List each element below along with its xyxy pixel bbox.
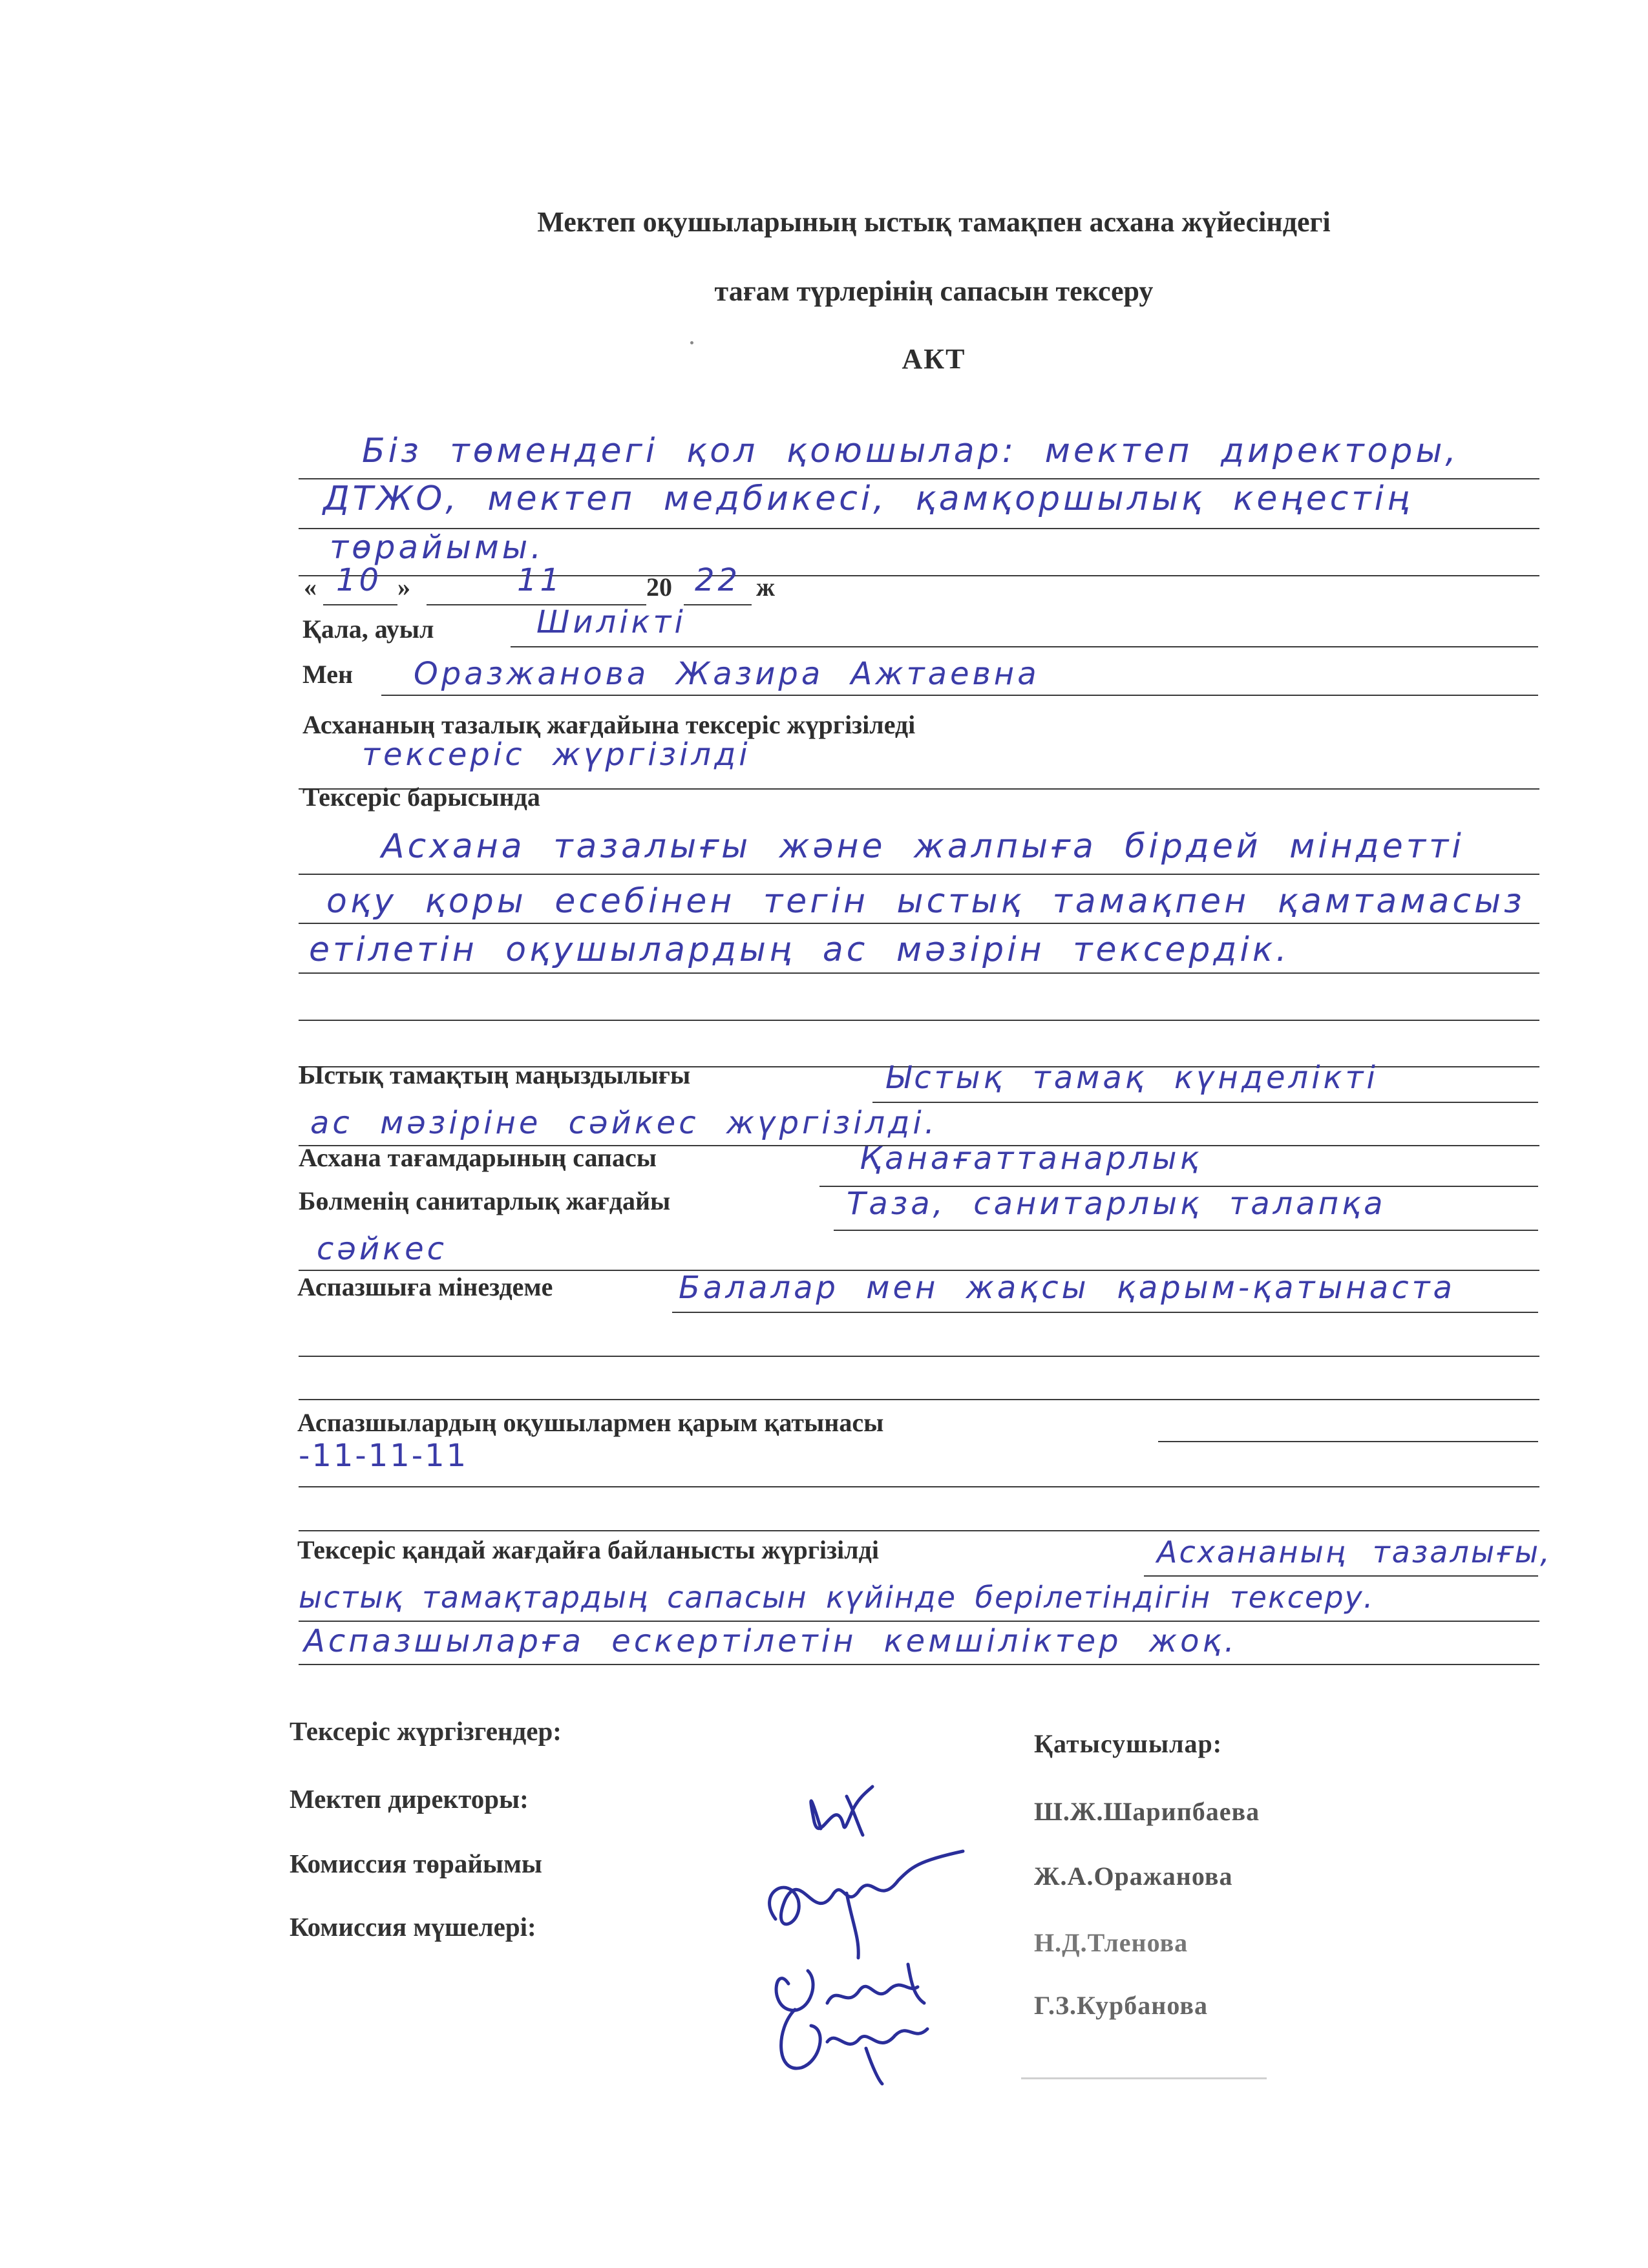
participant-name-3: Н.Д.Тленова <box>1034 1928 1188 1957</box>
date-day-rule <box>323 604 397 605</box>
sanitary-label: Бөлменің санитарлық жағдайы <box>299 1186 671 1215</box>
line-rule <box>834 1230 1538 1231</box>
location-value: Шилікті <box>536 604 686 640</box>
participant-name-4: Г.З.Курбанова <box>1034 1991 1208 2020</box>
intro-line-3: төрайымы. <box>330 529 545 566</box>
inspector-name: Оразжанова Жазира Ажтаевна <box>414 656 1040 692</box>
line-rule <box>872 1102 1538 1103</box>
line-rule <box>1144 1575 1538 1577</box>
commission-members-label: Комиссия мүшелері: <box>290 1912 536 1942</box>
line-rule <box>299 1356 1539 1357</box>
date-year-label: ж <box>756 572 776 602</box>
line-rule <box>299 575 1539 576</box>
date-year-rule <box>684 604 752 605</box>
reason-label: Тексеріс қандай жағдайға байланысты жүргізілді <box>297 1535 879 1564</box>
importance-label: Ыстық тамақтың маңыздылығы <box>299 1060 691 1089</box>
intro-line-1: Біз төмендегі қол қоюшылар: мектеп директоры, <box>362 432 1459 470</box>
cook-value: Балалар мен жақсы қарым-қатынаста <box>679 1270 1455 1306</box>
inspector-label: Мен <box>302 660 354 689</box>
line-rule <box>299 1399 1539 1400</box>
line-rule <box>299 1020 1539 1021</box>
sanitary-line-1: Таза, санитарлық талапқа <box>847 1186 1386 1222</box>
date-close-quote: » <box>397 572 410 602</box>
document-title-line-1: Мектеп оқушыларының ыстық тамақпен асхана жүйесіндегі <box>537 206 1331 238</box>
line-rule <box>299 923 1539 924</box>
line-rule <box>381 695 1538 696</box>
sanitary-line-2: сәйкес <box>317 1231 448 1267</box>
document-title-act: АКТ <box>902 343 966 375</box>
relations-label: Аспазшылардың оқушылармен қарым қатынасы <box>297 1408 884 1437</box>
line-rule <box>299 972 1539 974</box>
participant-name-1: Ш.Ж.Шарипбаева <box>1034 1797 1260 1826</box>
relations-value: -11-11-11 <box>299 1438 469 1474</box>
line-rule <box>299 1621 1539 1622</box>
line-rule <box>299 1486 1539 1487</box>
document-title-line-2: тағам түрлерінің сапасын тексеру <box>714 275 1154 307</box>
inspectors-label: Тексеріс жүргізгендер: <box>290 1716 562 1746</box>
ink-dot <box>690 341 693 344</box>
date-open-quote: « <box>304 572 317 602</box>
quality-label: Асхана тағамдарының сапасы <box>299 1143 657 1172</box>
importance-line-2: ас мәзіріне сәйкес жүргізілді. <box>310 1105 938 1141</box>
participant-name-2: Ж.А.Оражанова <box>1034 1862 1233 1891</box>
line-rule <box>299 1530 1539 1531</box>
process-line-1: Асхана тазалығы және жалпыға бірдей міндетті <box>381 827 1464 866</box>
handwritten-signatures <box>750 1770 1021 2087</box>
line-rule <box>299 874 1539 875</box>
importance-line-1: Ыстық тамақ күнделікті <box>885 1060 1379 1096</box>
signature-member-2 <box>781 2010 927 2084</box>
signature-member-1 <box>776 1964 924 2010</box>
signature-chair <box>770 1851 963 1958</box>
reason-line-1: Асхананың тазалығы, <box>1157 1535 1552 1570</box>
signature-director <box>811 1787 872 1835</box>
date-year-suffix: 22 <box>695 562 741 598</box>
line-rule <box>672 1312 1538 1313</box>
process-label: Тексеріс барысында <box>302 782 540 812</box>
line-rule <box>511 646 1538 647</box>
director-label: Мектеп директоры: <box>290 1784 529 1814</box>
date-year-prefix: 20 <box>646 572 672 602</box>
cleanliness-label: Асхананың тазалық жағдайына тексеріс жүргізіледі <box>302 710 916 739</box>
process-line-3: етілетін оқушылардың ас мәзірін тексердік. <box>309 930 1290 969</box>
location-label: Қала, ауыл <box>302 614 434 644</box>
date-month: 11 <box>517 562 564 598</box>
cook-label: Аспазшыға мінездеме <box>297 1272 553 1301</box>
reason-line-2: ыстық тамақтардың сапасын күйінде берілетіндігін тексеру. <box>299 1580 1375 1615</box>
commission-chair-label: Комиссия төрайымы <box>290 1849 542 1878</box>
participants-label: Қатысушылар: <box>1034 1729 1223 1758</box>
reason-line-3: Аспазшыларға ескертілетін кемшіліктер жоқ. <box>304 1623 1238 1659</box>
faded-line <box>1021 2077 1267 2079</box>
quality-value: Қанағаттанарлық <box>860 1140 1202 1177</box>
line-rule <box>1158 1441 1538 1442</box>
intro-line-2: ДТЖО, мектеп медбикесі, қамқоршылық кеңестің <box>323 479 1413 518</box>
date-day: 10 <box>336 562 383 598</box>
cleanliness-value: тексеріс жүргізілді <box>362 737 751 773</box>
process-line-2: оқу қоры есебінен тегін ыстық тамақпен қамтамасыз <box>326 882 1525 921</box>
line-rule <box>299 1664 1539 1665</box>
